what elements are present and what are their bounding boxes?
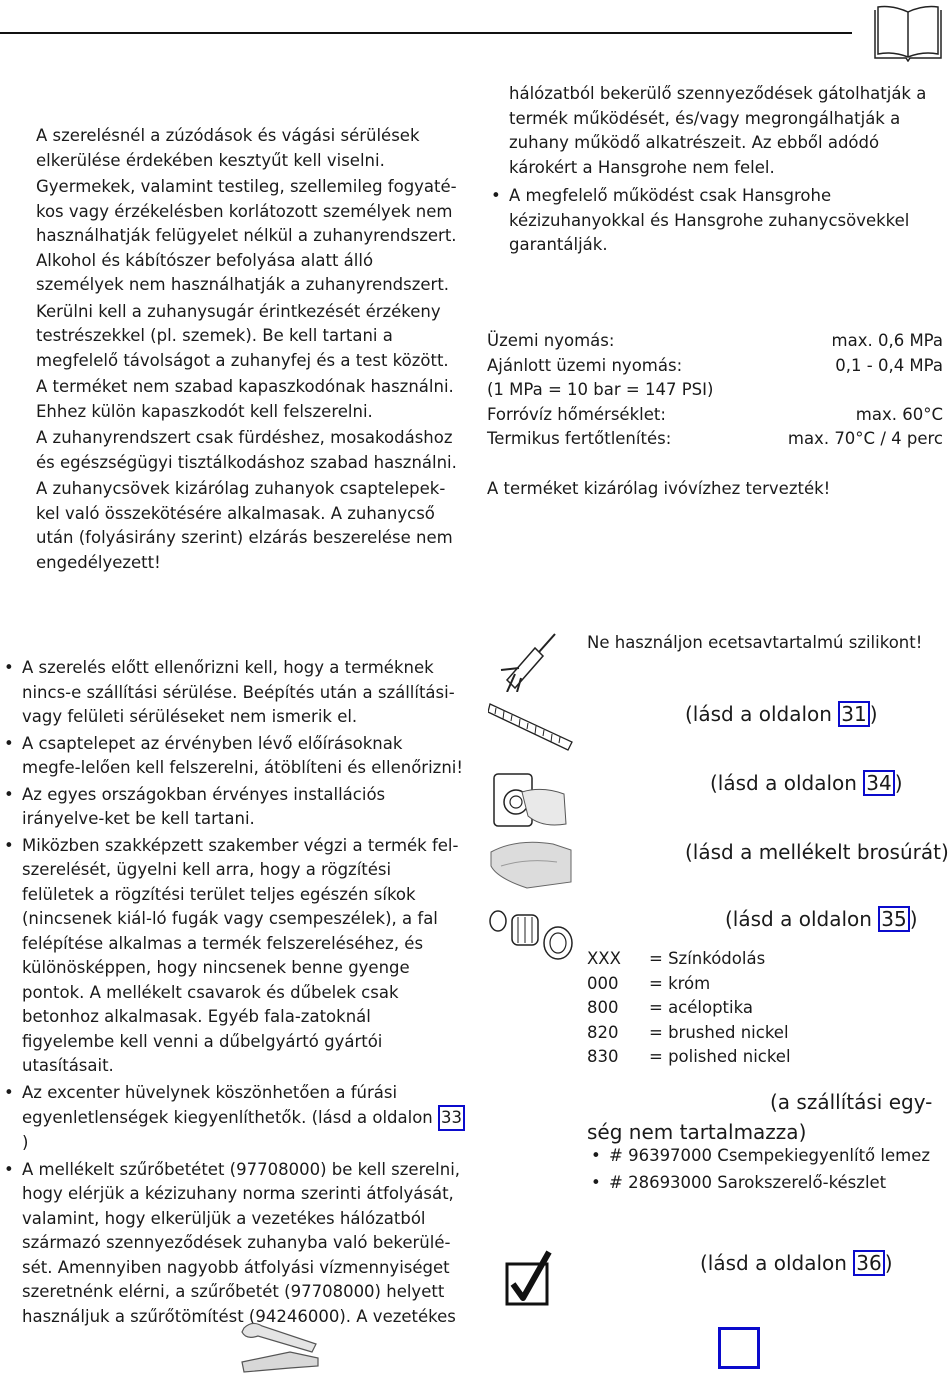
color-code-row: 830 = polished nickel	[587, 1047, 791, 1066]
excenter-text: Az excenter hüvelynek köszönhetően a fúrási egyenletlenségek kiegyenlíthetők. (lásd a oldalon	[22, 1082, 433, 1127]
hand-valve-icon	[492, 768, 568, 830]
list-item: • A megfelelő működést csak Hansgrohe kézizuhanyokkal és Hansgrohe zuhanycsövekkel garantálják.	[487, 184, 947, 258]
spec-row: Forróvíz hőmérséklet: max. 60°C	[487, 404, 943, 424]
accessory-list	[587, 1144, 947, 1197]
install-notes	[0, 656, 466, 1331]
checkbox-icon	[505, 1250, 553, 1308]
drinking-water-note: A terméket kizárólag ivóvízhez tervezték!	[487, 479, 831, 498]
brochure-ref: (lásd a mellékelt brosúrát)	[685, 840, 949, 864]
filter-continuation	[487, 82, 947, 260]
list-item: • A szerelés előtt ellenőrizni kell, hogy a terméknek nincs-e szállítási sérülése. Beépítés után a szállítási- vagy felületi sérüléseket nem ismerik el.	[0, 656, 466, 730]
safety-note: A terméket nem szabad kapaszkodónak használni. Ehhez külön kapaszkodót kell felszerelni.	[36, 377, 454, 421]
not-included-heading-a: (a szállítási egy-	[770, 1090, 933, 1114]
color-code-list	[587, 947, 791, 1070]
page-marker-box	[718, 1327, 760, 1369]
page-link[interactable]: 33	[438, 1105, 465, 1131]
list-item: • Az excenter hüvelynek köszönhetően a fúrási egyenletlenségek kiegyenlíthetők. (lásd a oldalon 33)	[0, 1081, 466, 1156]
color-code-row: 820 = brushed nickel	[587, 1022, 789, 1042]
silicone-gun-icon	[497, 630, 559, 692]
not-included-heading-b: ség nem tartalmazza)	[587, 1120, 807, 1144]
page-ref: (lásd a oldalon 35 )	[725, 907, 918, 931]
spec-row: Termikus fertőtlenítés: max. 70°C / 4 perc	[487, 429, 943, 448]
list-item: • Miközben szakképzett szakember végzi a termék fel-szerelését, ügyelni kell arra, hogy a rögzítési felületek a rögzítési terület teljes egészén síkok (nincsenek kiál-ló fugák vagy csempeszélek), a fal felépítése alkalmas a termék felszereléséhez, és különösképpen, hogy nincsenek benne gyenge pontok. A mellékelt csavarok és dűbelek csak betonhoz alkalmasak. Egyéb fala-zatoknál figyelembe kell venni a dűbelgyártó gyártói utasításait.	[0, 834, 466, 1079]
list-item: • Az egyes országokban érvényes installációs irányelve-ket be kell tartani.	[0, 783, 466, 832]
list-item: • A csaptelepet az érvényben lévő előírásoknak megfe-lelően kell felszerelni, átöblíteni és ellenőrizni!	[0, 732, 466, 781]
page-ref: (lásd a oldalon 31 )	[685, 702, 878, 726]
list-item: • # 28693000 Sarokszerelő-készlet	[587, 1171, 947, 1196]
spec-row: Üzemi nyomás: max. 0,6 MPa	[487, 331, 943, 350]
spec-row: Ajánlott üzemi nyomás: 0,1 - 0,4 MPa	[487, 355, 943, 375]
page-link[interactable]: 35	[878, 906, 909, 932]
color-code-row: 000 = króm	[587, 973, 711, 993]
wrench-screwdriver-icon	[238, 1318, 322, 1376]
header-rule	[0, 32, 852, 34]
book-icon	[873, 4, 943, 62]
ruler-icon	[488, 700, 574, 752]
list-item: • # 96397000 Csempekiegyenlítő lemez	[587, 1144, 947, 1169]
list-item: • A mellékelt szűrőbetétet (97708000) be kell szerelni, hogy elérjük a kézizuhany norma szerinti átfolyását, valamint, hogy elkerüljük a vezetékes hálózatból származó szennyeződések zuhanyba való bekerülé-sét. Amennyiben nagyobb átfolyási vízmennyiséget szeretnénk elérni, a szűrőbetét (97708000) helyett használjuk a szűrőtömítést (94246000). A vezetékes	[0, 1158, 466, 1330]
color-code-row: XXX = Színkódolás	[587, 949, 766, 968]
page-link[interactable]: 36	[853, 1250, 884, 1276]
spec-table	[487, 329, 943, 452]
safety-note: Gyermekek, valamint testileg, szellemileg fogyaté-kos vagy érzékelésben korlátozott személyek nem használhatják felügyelet nélkül a zuhanyrendszert. Alkohol és kábítószer befolyása alatt álló személyek nem használhatják a zuhanyrendszert.	[36, 177, 457, 294]
hand-cleaning-icon	[487, 838, 573, 890]
page-link[interactable]: 34	[863, 770, 894, 796]
spec-row: (1 MPa = 10 bar = 147 PSI)	[487, 380, 714, 399]
page-ref: (lásd a oldalon 36 )	[700, 1251, 893, 1275]
page-link[interactable]: 31	[838, 701, 869, 727]
safety-notes	[36, 124, 464, 577]
continuation-text: hálózatból bekerülő szennyeződések gátolhatják a termék működését, és/vagy megrongálhatják a zuhany működő alkatrészeit. Az ebből adódó károkért a Hansgrohe nem felel.	[509, 84, 927, 177]
safety-note: A zuhanycsövek kizárólag zuhanyok csaptelepek-kel való összekötésére alkalmasak. A zuhanycső után (folyásirány szerint) elzárás beszerelése nem engedélyezett!	[36, 479, 453, 572]
safety-note: A zuhanyrendszert csak fürdéshez, mosakodáshoz és egészségügyi tisztálkodáshoz szabad használni.	[36, 428, 457, 472]
page-ref: (lásd a oldalon 34 )	[710, 771, 903, 795]
safety-note: A szerelésnél a zúzódások és vágási sérülések elkerülése érdekében kesztyűt kell viselni.	[36, 126, 420, 170]
safety-note: Kerülni kell a zuhanysugár érintkezését érzékeny testrészekkel (pl. szemek). Be kell tartani a megfelelő távolságot a zuhanyfej és a test között.	[36, 301, 449, 370]
filter-parts-icon	[488, 905, 576, 963]
color-code-row: 800 = acéloptika	[587, 998, 753, 1017]
silicone-note: Ne használjon ecetsavtartalmú szilikont!	[587, 633, 923, 652]
